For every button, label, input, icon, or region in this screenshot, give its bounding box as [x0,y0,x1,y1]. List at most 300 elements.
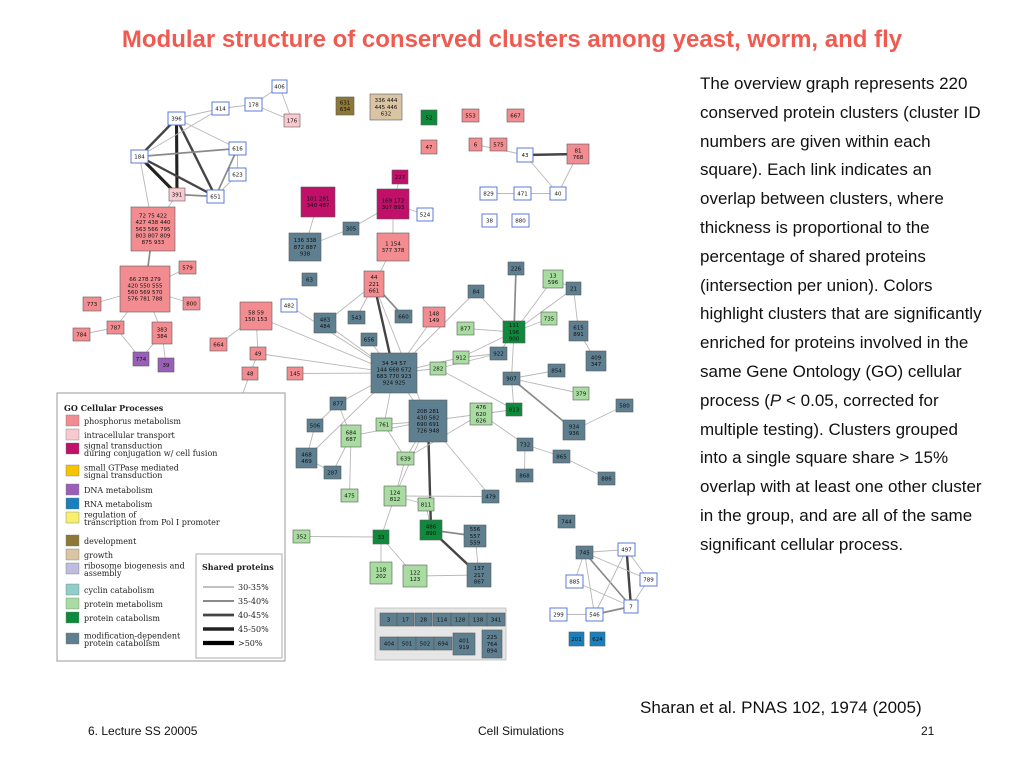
cluster-id-label: 506 [309,423,321,430]
cluster-id-label: 1 154 [385,241,401,248]
cluster-id-label: 660 [398,314,409,321]
cluster-id-label: 502 [419,641,431,648]
cluster-id-label: 404 [383,641,395,648]
cluster-id-label: 726 948 [416,428,440,435]
cluster-node-811 [418,498,434,511]
legend-label: protein catabolism [84,614,160,623]
cluster-id-label: 118 [375,567,387,574]
cluster-id-label: 149 [428,318,440,325]
cluster-node-352 [293,530,310,543]
cluster-node-907 [503,372,520,385]
legend-label: small GTPase mediated [84,463,179,473]
cluster-node-137 [467,563,491,587]
cluster-id-label: 789 [643,577,654,584]
cluster-id-label: 33 [377,534,385,541]
cluster-id-label: 144 668 672 [376,367,412,374]
cluster-node-122 [403,565,427,587]
legend-label: RNA metabolism [84,500,153,509]
cluster-node-225 [482,630,502,658]
cluster-node-145 [287,367,303,380]
cluster-node-745 [576,546,593,559]
citation: Sharan et al. PNAS 102, 1974 (2005) [640,698,922,717]
cluster-id-label: 136 338 [293,238,317,245]
cluster-node-287 [324,466,341,479]
cluster-id-label: 559 [469,540,481,547]
cluster-id-label: 476 [475,405,487,412]
cluster-node-124 [384,486,406,506]
cluster-id-label: 384 [156,334,168,341]
cluster-node-34 [371,353,417,393]
legend-label: during conjugation w/ cell fusion [84,449,218,458]
graph-edge [140,149,238,157]
cluster-id-label: 938 [299,251,311,258]
cluster-node-684 [341,425,361,447]
cluster-id-label: 184 [134,154,145,161]
cluster-id-label: 299 [553,612,564,619]
cluster-id-label: 631 [339,100,351,107]
cluster-node-868 [516,469,533,482]
legend-swatch [66,429,79,440]
cluster-id-label: 890 [425,531,437,538]
cluster-id-label: 486 [425,524,437,531]
cluster-node-178 [245,98,262,111]
cluster-id-label: 684 [345,430,357,437]
cluster-id-label: 880 [515,218,526,225]
cluster-id-label: 687 [345,437,357,444]
cluster-node-784 [73,328,90,341]
cluster-node-579 [179,261,196,274]
graph-edge [177,119,238,149]
cluster-id-label: 482 [283,303,295,310]
cluster-node-624 [590,632,605,646]
cluster-id-label: 735 [543,316,555,323]
cluster-node-52 [421,110,437,125]
slide-title: Modular structure of conserved clusters among yeast, worm, and fly [121,26,903,53]
cluster-id-label: 690 691 [416,422,440,429]
cluster-id-label: 401 [458,638,470,645]
legend-label: development [84,537,137,546]
graph-edge [627,550,632,607]
cluster-id-label: 341 [490,617,502,624]
cluster-node-63 [302,273,317,286]
cluster-id-label: 877 [460,326,471,333]
footer-center: Cell Simulations [478,724,565,738]
cluster-node-543 [348,311,365,324]
cluster-id-label: 347 [590,362,602,369]
cluster-id-label: 420 550 555 [127,283,163,290]
legend-title: GO Cellular Processes [64,403,164,413]
cluster-node-651 [207,190,224,203]
cluster-id-label: 131 [508,323,520,330]
cluster-id-label: 626 [475,418,487,425]
cluster-node-184 [131,150,148,163]
cluster-id-label: 900 [508,336,520,343]
cluster-node-865 [553,450,570,463]
cluster-id-label: 546 [589,612,600,619]
cluster-id-label: 829 [483,191,494,198]
cluster-id-label: 169 172 [381,198,405,205]
cluster-node-524 [417,208,433,221]
graph-edge [395,496,491,497]
cluster-node-396 [168,112,185,125]
legend [57,393,285,661]
legend-label: signal transduction [84,471,163,480]
cluster-node-880 [512,214,529,227]
cluster-id-label: 227 [394,174,406,181]
cluster-id-label: 886 [601,476,612,483]
cluster-id-label: 812 [389,497,401,504]
cluster-id-label: 922 [493,351,504,358]
cluster-id-label: 639 [400,456,411,463]
cluster-id-label: 148 [428,311,440,318]
cluster-id-label: 217 [473,572,485,579]
cluster-node-934 [563,420,585,440]
cluster-node-401 [453,633,475,655]
footer-left: 6. Lecture SS 20005 [88,724,198,738]
legend-swatch [66,465,79,476]
cluster-id-label: 624 [592,636,603,643]
cluster-id-label: 52 [425,115,433,122]
cluster-id-label: 137 [473,566,485,573]
cluster-id-label: 39 [162,362,170,369]
cluster-id-label: 225 [486,635,498,642]
cluster-id-label: 524 [419,212,431,219]
cluster-id-label: 138 [472,617,484,624]
description-text [700,70,990,560]
shared-weight-label: 35-40% [238,597,269,606]
cluster-node-39 [158,358,174,372]
cluster-node-546 [586,608,603,621]
cluster-id-label: 34 54 57 [381,360,407,367]
description-part-2: < 0.05, corrected for multiple testing). Clusters grouped into a single square share > 15% overlap with at least one other cluster in the group, and are all of the same significant cellular process. [700,390,982,554]
cluster-node-6 [469,138,482,151]
cluster-id-label: 340 487 [306,203,330,210]
cluster-node-732 [517,438,533,451]
shared-weight-label: 30-35% [238,583,269,592]
cluster-id-label: 484 [319,324,331,331]
cluster-node-391 [169,188,185,201]
cluster-node-735 [541,312,557,325]
cluster-node-305 [343,222,359,235]
cluster-id-label: 811 [420,502,432,509]
cluster-id-label: 406 [274,84,285,91]
legend-swatch [66,535,79,546]
cluster-id-label: 196 [508,329,520,336]
cluster-id-label: 21 [570,286,577,293]
cluster-id-label: 553 [465,113,476,120]
cluster-id-label: 773 [86,301,98,308]
cluster-id-label: 934 [568,424,580,431]
cluster-id-label: 623 [232,172,243,179]
cluster-node-623 [229,168,246,181]
cluster-node-483 [314,313,336,333]
cluster-id-label: 44 [370,275,378,282]
cluster-network-graph [50,70,660,670]
cluster-node-575 [490,138,507,151]
cluster-id-label: 803 807 809 [135,233,171,240]
cluster-id-label: 868 [519,473,530,480]
graph-edge [302,537,382,538]
legend-label: transcription from Pol I promoter [84,518,220,527]
cluster-id-label: 764 [486,641,498,648]
cluster-id-label: 563 566 795 [135,226,171,233]
cluster-id-label: 615 [573,325,584,332]
cluster-node-17 [397,613,414,626]
cluster-node-639 [397,452,414,465]
cluster-node-471 [514,187,531,200]
cluster-node-664 [210,338,227,351]
legend-swatch [66,498,79,509]
cluster-node-813 [506,403,522,416]
cluster-node-383 [152,322,172,344]
cluster-id-label: 556 [469,527,481,534]
cluster-id-label: 28 [420,617,427,624]
cluster-id-label: 475 [344,493,355,500]
cluster-id-label: 7 [629,604,633,611]
legend-label: modification-dependent [84,631,181,641]
cluster-id-label: 430 582 [416,415,440,422]
graph-edge [177,119,178,195]
cluster-node-486 [420,520,442,540]
cluster-id-label: 787 [110,325,121,332]
cluster-id-label: 208 281 [416,408,440,415]
cluster-node-3 [380,613,397,626]
cluster-node-656 [361,333,377,346]
cluster-id-label: 872 887 [293,244,317,251]
cluster-id-label: 744 [561,519,572,526]
cluster-id-label: 634 [339,107,351,114]
cluster-id-label: 867 [473,579,485,586]
cluster-node-468 [296,448,317,468]
cluster-id-label: 664 [213,342,224,349]
cluster-node-829 [480,187,497,200]
cluster-node-48 [242,367,258,380]
cluster-id-label: 732 [519,442,531,449]
cluster-id-label: 919 [458,645,470,652]
cluster-id-label: 128 [454,617,466,624]
cluster-id-label: 768 [572,155,584,162]
cluster-node-502 [416,637,434,650]
graph-edge [177,119,216,197]
cluster-node-131 [503,321,525,343]
cluster-node-615 [569,321,588,341]
legend-swatch [66,512,79,523]
cluster-id-label: 774 [135,356,147,363]
cluster-id-label: 201 [571,636,582,643]
graph-edge [595,550,627,615]
cluster-node-58 [240,302,272,330]
legend-swatch [66,584,79,595]
cluster-id-label: 124 [389,490,401,497]
cluster-id-label: 66 278 279 [129,276,161,283]
cluster-node-414 [212,102,229,115]
cluster-node-148 [423,307,445,327]
cluster-id-label: 307 893 [381,205,405,212]
cluster-node-72 [131,207,175,251]
cluster-node-128 [451,613,469,626]
cluster-id-label: 656 [363,337,375,344]
footer-page-number: 21 [921,724,935,738]
cluster-id-label: 894 [486,648,498,655]
cluster-id-label: 575 [493,142,504,149]
cluster-node-66 [120,266,170,312]
legend-label: ribosome biogenesis and [84,561,185,571]
legend-label: cyclin catabolism [84,586,155,595]
cluster-id-label: 49 [254,351,262,358]
cluster-id-label: 936 [568,431,580,438]
cluster-node-553 [462,109,479,122]
cluster-node-49 [250,347,266,360]
cluster-id-label: 379 [575,391,587,398]
cluster-node-176 [284,114,300,127]
cluster-id-label: 38 [486,218,493,225]
cluster-node-761 [376,418,392,431]
cluster-id-label: 694 [437,641,449,648]
legend-label: growth [84,551,113,560]
cluster-node-476 [470,403,492,425]
cluster-node-28 [415,613,432,626]
cluster-id-label: 865 [556,454,567,461]
cluster-id-label: 84 [472,289,480,296]
cluster-node-43 [517,148,533,162]
cluster-node-744 [558,515,575,528]
cluster-id-label: 651 [210,194,221,201]
cluster-id-label: 800 [186,301,197,308]
cluster-id-label: 40 [554,191,562,198]
cluster-id-label: 479 [485,494,496,501]
cluster-id-label: 123 [409,577,421,584]
cluster-id-label: 445 446 [374,104,398,111]
cluster-id-label: 13 [549,273,557,280]
cluster-id-label: 891 [573,332,584,339]
cluster-node-922 [490,347,507,360]
cluster-node-81 [567,144,589,164]
cluster-id-label: 560 569 570 [127,290,163,297]
cluster-node-379 [573,387,589,400]
cluster-id-label: 114 [436,617,448,624]
cluster-id-label: 336 444 [374,98,398,105]
cluster-id-label: 202 [375,574,387,581]
cluster-id-label: 667 [510,113,521,120]
cluster-node-660 [395,310,412,323]
cluster-node-406 [272,80,287,93]
cluster-node-13 [543,270,563,288]
cluster-node-556 [464,525,486,547]
cluster-id-label: 3 [386,617,391,624]
cluster-node-101 [301,187,335,217]
cluster-node-667 [507,109,524,122]
cluster-id-label: 683 770 923 [376,374,412,381]
cluster-id-label: 912 [455,355,467,362]
cluster-id-label: 543 [351,315,362,322]
cluster-id-label: 620 [475,411,487,418]
cluster-node-118 [370,562,392,584]
cluster-node-84 [468,285,484,298]
cluster-node-877 [457,322,474,335]
legend-swatch [66,443,79,454]
cluster-id-label: 122 [409,570,421,577]
cluster-id-label: 471 [517,191,528,198]
cluster-node-774 [133,352,149,366]
cluster-id-label: 616 [232,146,243,153]
cluster-id-label: 63 [306,277,313,284]
cluster-node-800 [183,297,200,310]
cluster-node-33 [373,530,389,544]
cluster-node-501 [398,637,416,650]
cluster-node-506 [307,419,323,432]
cluster-id-label: 377 378 [381,248,405,255]
cluster-id-label: 745 [579,550,590,557]
legend-swatch [66,563,79,574]
cluster-node-885 [566,575,583,588]
cluster-id-label: 352 [296,534,307,541]
cluster-id-label: 58 59 [248,310,264,317]
cluster-node-227 [392,170,408,184]
cluster-id-label: 43 [521,152,529,159]
cluster-id-label: 221 [368,281,380,288]
cluster-id-label: 101 281 [306,196,330,203]
legend-label: signal transduction [84,441,163,451]
cluster-id-label: 661 [368,288,380,295]
cluster-id-label: 580 [619,403,630,410]
legend-label: DNA metabolism [84,486,153,495]
cluster-id-label: 305 [345,226,357,233]
legend-swatch [66,598,79,609]
cluster-node-7 [624,600,638,613]
cluster-id-label: 427 438 440 [135,220,171,227]
legend-label: assembly [84,569,122,578]
cluster-id-label: 761 [378,422,390,429]
description-p-symbol: P [769,390,782,410]
cluster-node-169 [377,189,409,219]
cluster-node-201 [569,632,584,646]
cluster-node-631 [336,97,354,115]
cluster-node-409 [586,351,606,371]
cluster-node-114 [433,613,451,626]
cluster-node-336 [370,94,402,120]
cluster-id-label: 885 [569,579,580,586]
shared-weight-label: >50% [238,639,263,648]
shared-weight-label: 40-45% [238,611,269,620]
cluster-id-label: 784 [76,332,87,339]
shared-proteins-title: Shared proteins [202,562,274,572]
cluster-node-40 [550,187,566,200]
cluster-node-475 [341,489,358,502]
legend-swatch [66,612,79,623]
cluster-node-404 [380,637,398,650]
cluster-id-label: 468 [301,452,312,459]
cluster-id-label: 576 781 788 [127,296,163,303]
cluster-id-label: 47 [425,144,433,151]
cluster-id-label: 469 [301,459,312,466]
cluster-id-label: 72 75 422 [139,213,167,220]
cluster-node-616 [229,142,246,155]
cluster-id-label: 497 [621,547,632,554]
cluster-node-299 [550,608,567,621]
cluster-id-label: 150 153 [244,317,268,324]
legend-label: protein catabolism [84,639,160,648]
cluster-node-497 [618,543,635,556]
cluster-node-694 [434,637,452,650]
cluster-id-label: 877 [332,401,344,408]
cluster-id-label: 854 [551,368,562,375]
cluster-id-label: 924 925 [382,380,406,387]
cluster-node-1 [377,233,409,261]
cluster-node-787 [107,321,124,334]
cluster-id-label: 81 [574,148,582,155]
cluster-id-label: 501 [401,641,413,648]
cluster-id-label: 414 [215,106,226,113]
